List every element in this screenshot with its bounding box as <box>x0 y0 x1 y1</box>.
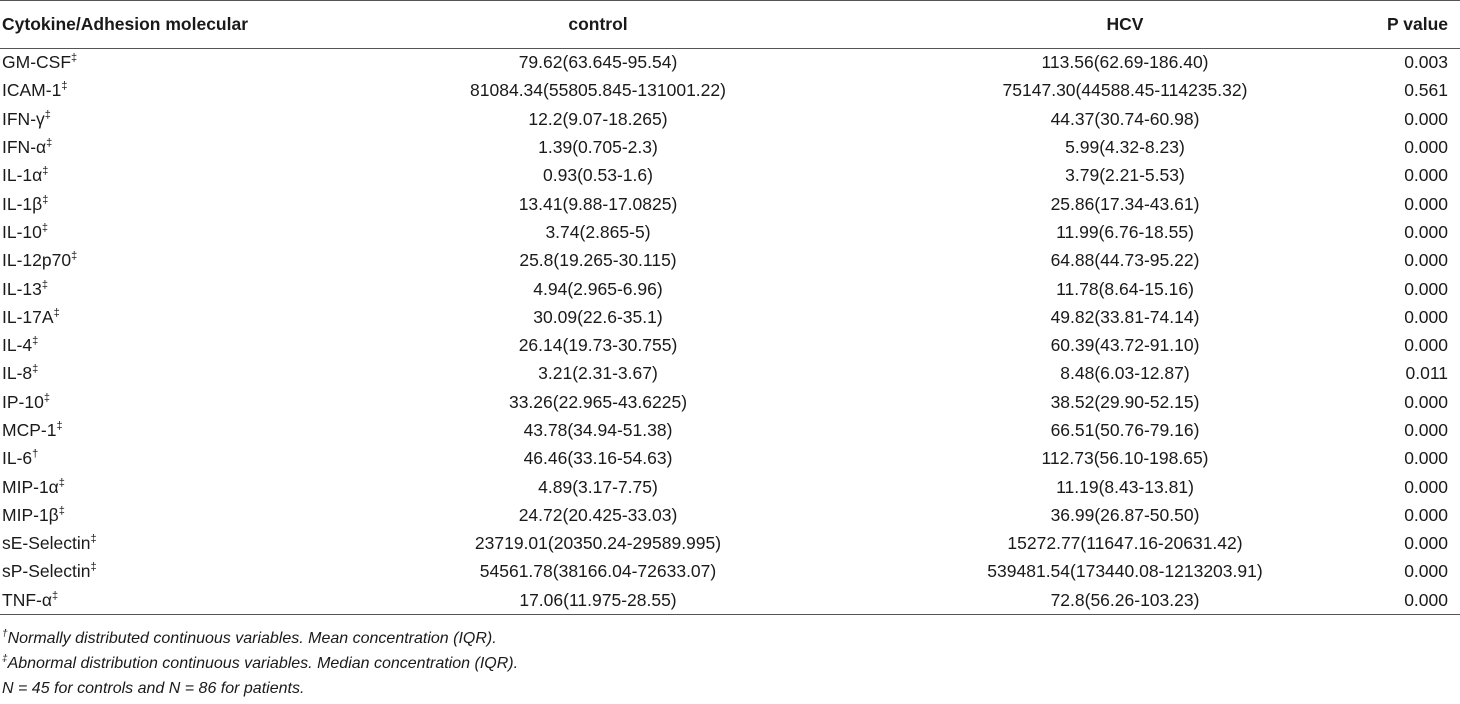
cell-control: 43.78(34.94-51.38) <box>523 420 673 440</box>
distribution-mark: ‡ <box>41 222 49 235</box>
table-row <box>0 473 1460 501</box>
cytokine-name: IL-12p70 <box>2 250 72 271</box>
cell-hcv: 5.99(4.32-8.23) <box>1065 137 1185 158</box>
cell-control: 26.14(19.73-30.755) <box>518 335 678 356</box>
cell-control: 25.8(19.265-30.115) <box>519 250 677 271</box>
distribution-mark: ‡ <box>53 306 60 319</box>
cell-cytokine <box>0 190 300 218</box>
footnote-text: Abnormal distribution continuous variables. Median concentration (IQR). <box>7 655 519 672</box>
cytokine-name: MIP-1β <box>2 504 59 525</box>
cell-p-value: 0.000 <box>1404 278 1448 299</box>
table-row <box>0 331 1460 359</box>
cell-control: 54561.78(38166.04-72633.07) <box>479 561 717 582</box>
cell-cytokine <box>0 77 300 105</box>
cell-control: 17.06(11.975-28.55) <box>300 586 896 614</box>
cell-p-value: 0.000 <box>1404 504 1448 525</box>
table-footnotes <box>2 626 518 701</box>
cell-hcv: 44.37(30.74-60.98) <box>1050 108 1200 129</box>
cell-p-value: 0.000 <box>1404 561 1448 582</box>
table-body <box>0 49 1460 615</box>
distribution-mark: † <box>32 448 39 461</box>
cell-hcv: 66.51(50.76-79.16) <box>1050 420 1200 440</box>
header-cytokine: Cytokine/Adhesion molecular <box>0 1 300 49</box>
cell-p-value: 0.011 <box>1405 363 1448 384</box>
cytokine-name: MCP-1 <box>2 420 57 440</box>
cell-cytokine <box>0 218 300 246</box>
distribution-mark: ‡ <box>42 165 49 178</box>
cell-p-value: 0.000 <box>1404 221 1448 242</box>
cell-hcv: 25.86(17.34-43.61) <box>1050 193 1200 214</box>
cell-hcv: 8.48(6.03-12.87) <box>1060 363 1190 384</box>
table-row <box>0 360 1460 388</box>
cell-hcv: 11.78(8.64-15.16) <box>1056 278 1194 299</box>
footnote-mark: ‡ <box>2 653 8 665</box>
table-row <box>0 77 1460 105</box>
distribution-mark: ‡ <box>56 420 63 433</box>
cell-p-value: 0.000 <box>1404 391 1448 412</box>
cytokine-name: IFN-α <box>2 137 47 158</box>
distribution-mark: ‡ <box>90 533 97 546</box>
cell-cytokine <box>0 162 300 190</box>
footnote <box>2 676 518 701</box>
header-hcv: HCV <box>896 1 1354 49</box>
distribution-mark: ‡ <box>42 193 49 206</box>
cell-hcv: 64.88(44.73-95.22) <box>1050 250 1200 271</box>
distribution-mark: ‡ <box>32 335 39 348</box>
cell-cytokine <box>0 445 300 473</box>
distribution-mark: ‡ <box>51 589 59 602</box>
cell-p-value: 0.000 <box>1404 165 1448 186</box>
cytokine-name: MIP-1α <box>2 476 59 497</box>
cell-control: 12.2(9.07-18.265) <box>528 108 668 129</box>
cell-cytokine <box>0 360 300 388</box>
cell-control: 13.41(9.88-17.0825) <box>518 193 678 214</box>
cell-p-value: 0.000 <box>1404 108 1448 129</box>
cell-hcv: 15272.77(11647.16-20631.42) <box>1007 533 1243 554</box>
header-control: control <box>300 1 896 49</box>
cell-p-value: 0.003 <box>1404 52 1448 73</box>
table-row <box>0 105 1460 133</box>
table-row <box>0 162 1460 190</box>
cell-hcv: 38.52(29.90-52.15) <box>1050 391 1200 412</box>
distribution-mark: ‡ <box>44 108 51 121</box>
cell-p-value: 0.000 <box>1354 586 1460 614</box>
distribution-mark: ‡ <box>58 476 65 489</box>
cell-cytokine <box>0 586 300 614</box>
cell-hcv: 36.99(26.87-50.50) <box>1050 504 1200 525</box>
cell-cytokine <box>0 133 300 161</box>
cell-cytokine <box>0 416 300 444</box>
distribution-mark: ‡ <box>71 250 78 263</box>
cytokine-name: IL-4 <box>2 335 33 356</box>
cell-control: 33.26(22.965-43.6225) <box>508 391 688 412</box>
cell-p-value: 0.561 <box>1404 80 1448 101</box>
cytokine-name: TNF-α <box>2 589 52 610</box>
cell-cytokine <box>0 331 300 359</box>
table-row <box>0 586 1460 614</box>
cell-hcv: 539481.54(173440.08-1213203.91) <box>987 561 1263 582</box>
cell-cytokine <box>0 105 300 133</box>
distribution-mark: ‡ <box>71 52 78 65</box>
table-row <box>0 190 1460 218</box>
cell-p-value: 0.000 <box>1404 250 1448 271</box>
cell-hcv: 11.19(8.43-13.81) <box>1056 476 1194 497</box>
table-row <box>0 303 1460 331</box>
cell-p-value: 0.000 <box>1404 476 1448 497</box>
cell-hcv: 3.79(2.21-5.53) <box>1065 165 1185 186</box>
cell-p-value: 0.000 <box>1404 335 1448 356</box>
cytokine-name: GM-CSF <box>2 52 72 73</box>
cell-cytokine <box>0 303 300 331</box>
footnote-text: Normally distributed continuous variables. Mean concentration (IQR). <box>7 630 497 647</box>
cell-cytokine <box>0 501 300 529</box>
cell-p-value: 0.000 <box>1404 137 1448 158</box>
cell-hcv: 72.8(56.26-103.23) <box>896 586 1354 614</box>
distribution-mark: ‡ <box>90 561 97 574</box>
table-row <box>0 445 1460 473</box>
cell-cytokine <box>0 530 300 558</box>
cell-p-value: 0.000 <box>1404 533 1448 554</box>
cell-control: 0.93(0.53-1.6) <box>543 165 653 186</box>
cell-hcv: 112.73(56.10-198.65) <box>1041 448 1209 469</box>
cell-p-value: 0.000 <box>1404 420 1448 440</box>
footnote <box>2 651 518 676</box>
distribution-mark: ‡ <box>43 391 50 404</box>
cell-control: 23719.01(20350.24-29589.995) <box>474 533 722 554</box>
table-row <box>0 558 1460 586</box>
cytokine-name: ICAM-1 <box>2 80 62 101</box>
footnote <box>2 626 518 651</box>
distribution-mark: ‡ <box>46 137 53 150</box>
cell-control: 81084.34(55805.845-131001.22) <box>470 80 726 101</box>
header-p-value: P value <box>1354 1 1460 49</box>
table-row <box>0 218 1460 246</box>
cell-cytokine <box>0 388 300 416</box>
cytokine-name: IP-10 <box>2 391 44 412</box>
cell-cytokine <box>0 473 300 501</box>
cell-control: 30.09(22.6-35.1) <box>533 306 663 327</box>
cytokine-name: IL-10 <box>2 221 42 242</box>
cell-cytokine <box>0 275 300 303</box>
distribution-mark: ‡ <box>58 505 65 518</box>
cytokine-name: IL-1β <box>2 193 43 214</box>
cell-cytokine <box>0 558 300 586</box>
table-row <box>0 133 1460 161</box>
cell-control: 4.89(3.17-7.75) <box>538 476 658 497</box>
distribution-mark: ‡ <box>32 363 39 376</box>
cytokine-name: IL-1α <box>2 165 43 186</box>
table-header-row <box>0 1 1460 49</box>
cell-control: 3.21(2.31-3.67) <box>538 363 658 384</box>
cell-hcv: 75147.30(44588.45-114235.32) <box>1002 80 1248 101</box>
cytokine-name: IL-13 <box>2 278 42 299</box>
distribution-mark: ‡ <box>61 80 68 93</box>
cytokine-name: sP-Selectin <box>2 561 91 582</box>
footnote-mark: † <box>2 628 8 640</box>
cytokine-name: IL-6 <box>2 448 33 469</box>
cell-control: 24.72(20.425-33.03) <box>518 504 678 525</box>
cell-control: 4.94(2.965-6.96) <box>533 278 663 299</box>
cell-cytokine <box>0 49 300 77</box>
cell-hcv: 11.99(6.76-18.55) <box>1056 221 1194 242</box>
cytokine-name: IFN-γ <box>2 108 45 129</box>
table-row <box>0 49 1460 77</box>
cell-control: 3.74(2.865-5) <box>545 221 651 242</box>
table-row <box>0 275 1460 303</box>
cell-p-value: 0.000 <box>1404 306 1448 327</box>
table-row <box>0 530 1460 558</box>
cell-p-value: 0.000 <box>1404 193 1448 214</box>
table-row <box>0 247 1460 275</box>
cell-p-value: 0.000 <box>1404 448 1448 469</box>
cell-control: 1.39(0.705-2.3) <box>538 137 658 158</box>
cell-control: 46.46(33.16-54.63) <box>523 448 673 469</box>
cell-cytokine <box>0 247 300 275</box>
cytokine-name: sE-Selectin <box>2 533 91 554</box>
cytokine-name: IL-8 <box>2 363 33 384</box>
distribution-mark: ‡ <box>41 278 49 291</box>
table-row <box>0 416 1460 444</box>
table-row <box>0 501 1460 529</box>
footnote-text: N = 45 for controls and N = 86 for patients. <box>2 680 305 697</box>
cell-hcv: 113.56(62.69-186.40) <box>1041 52 1209 73</box>
cytokine-name: IL-17A <box>2 306 54 327</box>
cell-control: 79.62(63.645-95.54) <box>518 52 678 73</box>
cell-hcv: 49.82(33.81-74.14) <box>1050 306 1200 327</box>
cell-hcv: 60.39(43.72-91.10) <box>1050 335 1200 356</box>
table-row <box>0 388 1460 416</box>
